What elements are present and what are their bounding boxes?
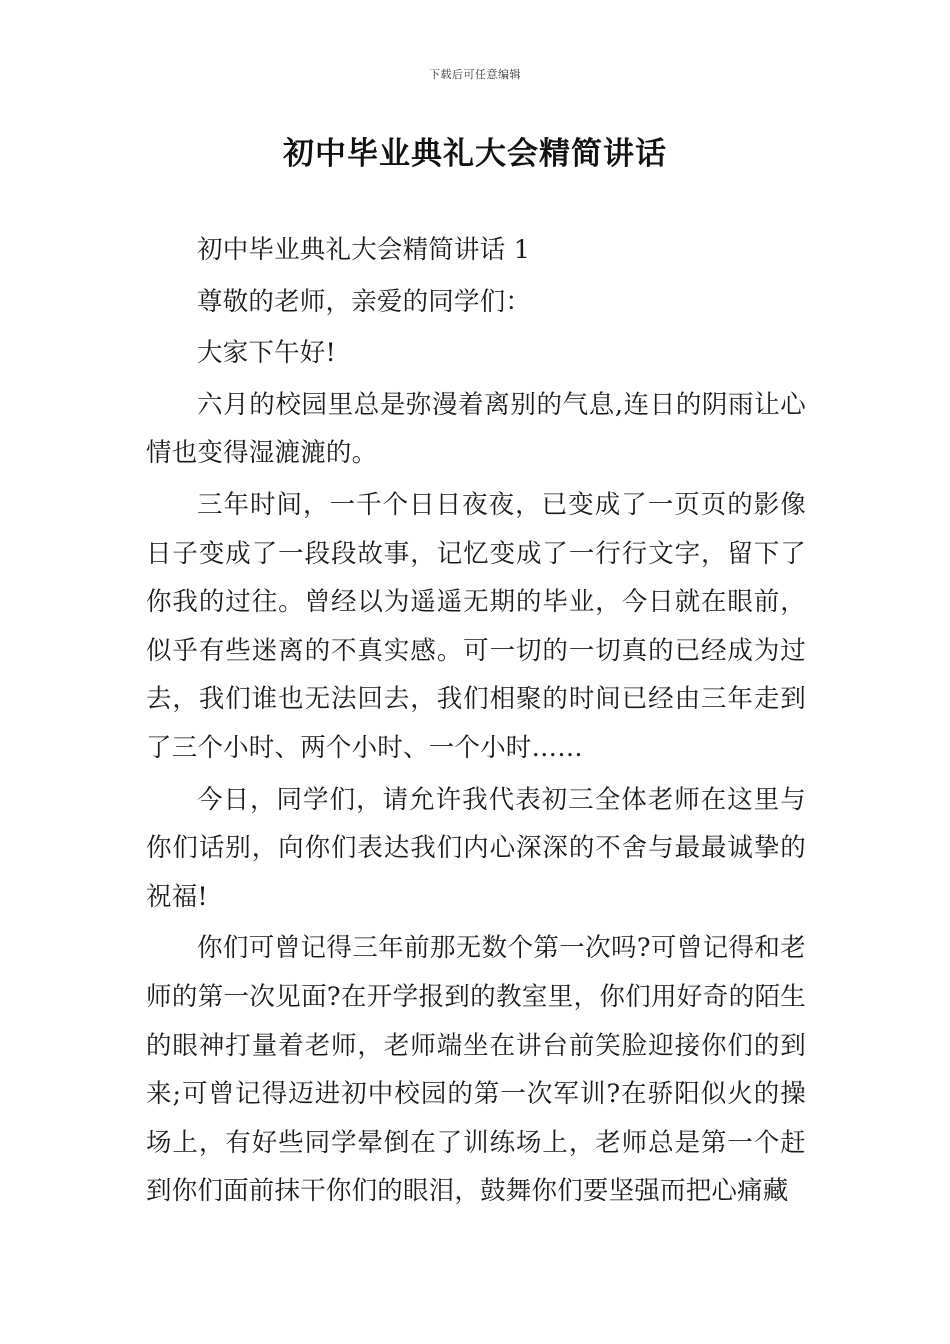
salutation-paragraph: 尊敬的老师，亲爱的同学们： (197, 286, 532, 317)
body-paragraph: 你们可曾记得三年前那无数个第一次吗?可曾记得和老师的第一次见面?在开学报到的教室里，你们用好奇的陌生的眼神打量着老师，老师端坐在讲台前笑脸迎接你们的到来;可曾记得迈进初中校园的第一次军训?在骄阳似火的操场上，有好些同学晕倒在了训练场上，老师总是第一个赶到你们面前抹干你们的眼泪，鼓舞你们要坚强而把心痛藏 (146, 933, 806, 1207)
body-paragraph: 今日，同学们，请允许我代表初三全体老师在这里与你们话别，向你们表达我们内心深深的不舍与最最诚挚的祝福! (146, 784, 806, 912)
subtitle-paragraph: 初中毕业典礼大会精简讲话 1 (197, 235, 531, 265)
document-title: 初中毕业典礼大会精简讲话 (283, 136, 667, 172)
header-note: 下载后可任意编辑 (429, 68, 521, 81)
greeting-paragraph: 大家下午好! (197, 338, 336, 369)
body-paragraph: 六月的校园里总是弥漫着离别的气息,连日的阴雨让心情也变得湿漉漉的。 (146, 389, 806, 469)
body-paragraph: 三年时间，一千个日日夜夜，已变成了一页页的影像日子变成了一段段故事，记忆变成了一行行文字，留下了你我的过往。曾经以为遥遥无期的毕业，今日就在眼前，似乎有些迷离的不真实感。可一切的一切真的已经成为过去，我们谁也无法回去，我们相聚的时间已经由三年走到了三个小时、两个小时、一个小时…… (146, 489, 806, 763)
document-body (146, 226, 806, 1219)
